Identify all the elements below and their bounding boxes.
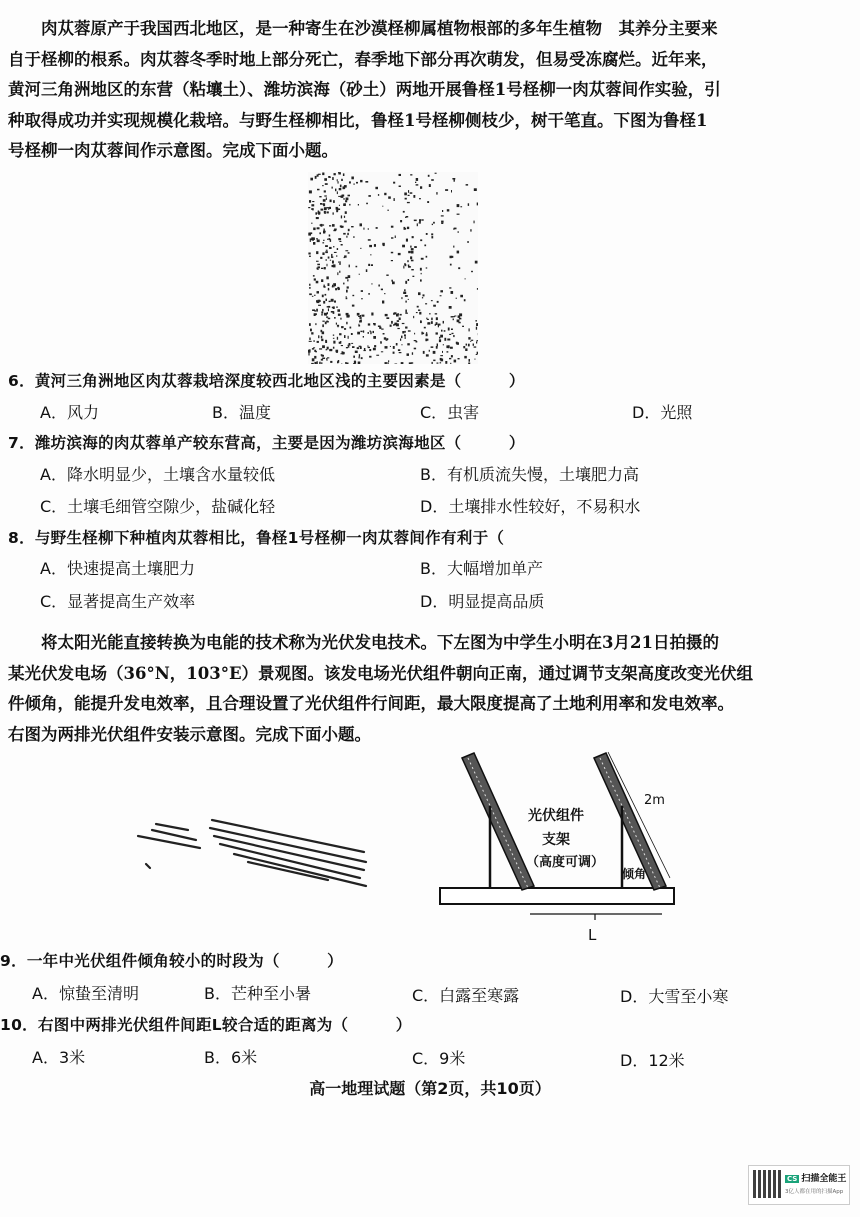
- q7-option-b[interactable]: B．有机质流失慢，土壤肥力高: [420, 465, 639, 484]
- q7-option-a[interactable]: A．降水明显少，土壤含水量较低: [40, 465, 275, 484]
- passage-line: 号柽柳一肉苁蓉间作示意图。完成下面小题。: [8, 141, 338, 161]
- q6-option-b[interactable]: B．温度: [212, 403, 271, 422]
- q10-option-d[interactable]: D．12米: [620, 1051, 685, 1070]
- q9-option-a[interactable]: A．惊蛰至清明: [32, 984, 139, 1003]
- intro-passage-1: [8, 14, 838, 167]
- passage-line: 件倾角，能提升发电效率，且合理设置了光伏组件行间距，最大限度提高了土地利用率和发电效率。: [8, 694, 734, 714]
- solar-farm-photo: [128, 808, 373, 890]
- page-footer: 高一地理试题（第2页，共10页）: [309, 1079, 551, 1098]
- passage-line: 右图为两排光伏组件安装示意图。完成下面小题。: [8, 724, 371, 744]
- scanner-watermark-badge: [748, 1165, 850, 1205]
- passage-line: 某光伏发电场（36°N，103°E）景观图。该发电场光伏组件朝向正南，通过调节支架高度改变光伏组: [8, 663, 754, 683]
- passage-line: 黄河三角洲地区的东营（粘壤土）、潍坊滨海（砂土）两地开展鲁柽1号柽柳一肉苁蓉间作实验，引: [8, 80, 721, 100]
- passage-line: 将太阳光能直接转换为电能的技术称为光伏发电技术。下左图为中学生小明在3月21日拍摄的: [8, 633, 719, 652]
- panel-label: 光伏组件: [528, 808, 584, 824]
- pv-panel-left: [462, 753, 534, 890]
- q7-option-d[interactable]: D．土壤排水性较好，不易积水: [420, 497, 641, 516]
- q10-option-a[interactable]: A．3米: [32, 1048, 86, 1067]
- q6-option-d[interactable]: D．光照: [632, 403, 693, 422]
- passage-line: 种取得成功并实现规模化栽培。与野生柽柳相比，鲁柽1号柽柳侧枝少，树干笔直。下图为鲁柽1: [8, 110, 708, 130]
- q8-option-b[interactable]: B．大幅增加单产: [420, 559, 543, 578]
- pv-installation-diagram: [430, 748, 680, 948]
- q8-option-a[interactable]: A．快速提高土壤肥力: [40, 559, 195, 578]
- q10-option-c[interactable]: C．9米: [412, 1049, 466, 1068]
- angle-label: 倾角: [622, 867, 647, 881]
- spacing-label: L: [588, 926, 597, 944]
- support-label: 支架: [542, 832, 570, 848]
- panel-length-label: 2m: [644, 793, 665, 808]
- q9-option-b[interactable]: B．芒种至小暑: [204, 984, 311, 1003]
- q6-option-c[interactable]: C．虫害: [420, 403, 480, 422]
- badge-subtitle: 3亿人都在用的扫描App: [785, 1189, 844, 1195]
- question-10-stem: 10．右图中两排光伏组件间距L较合适的距离为（ ）: [0, 1016, 412, 1034]
- question-6-stem: 6．黄河三角洲地区肉苁蓉栽培深度较西北地区浅的主要因素是（ ）: [8, 372, 525, 390]
- tamarisk-cistanche-photo: [308, 172, 478, 364]
- q9-option-c[interactable]: C．白露至寒露: [412, 986, 520, 1005]
- question-8-stem: 8．与野生柽柳下种植肉苁蓉相比，鲁柽1号柽柳一肉苁蓉间作有利于（: [8, 529, 505, 547]
- passage-line: 自于柽柳的根系。肉苁蓉冬季时地上部分死亡，春季地下部分再次萌发，但易受冻腐烂。近年来，: [8, 49, 718, 69]
- adjust-label: （高度可调）: [526, 855, 605, 870]
- cs-logo-icon: CS: [787, 1175, 798, 1183]
- q10-option-b[interactable]: B．6米: [204, 1048, 258, 1067]
- passage-line: 肉苁蓉原产于我国西北地区，是一种寄生在沙漠柽柳属植物根部的多年生植物 其养分主要来: [8, 19, 718, 38]
- q7-option-c[interactable]: C．土壤毛细管空隙少，盐碱化轻: [40, 497, 276, 516]
- question-7-stem: 7．潍坊滨海的肉苁蓉单产较东营高，主要是因为潍坊滨海地区（ ）: [8, 434, 525, 452]
- q9-option-d[interactable]: D．大雪至小寒: [620, 987, 729, 1006]
- badge-title: 扫描全能王: [801, 1174, 847, 1184]
- q8-option-c[interactable]: C．显著提高生产效率: [40, 592, 196, 611]
- q8-option-d[interactable]: D．明显提高品质: [420, 592, 545, 611]
- question-9-stem: 9．一年中光伏组件倾角较小的时段为（ ）: [0, 952, 343, 970]
- intro-passage-2: [8, 628, 838, 750]
- ground-base: [440, 888, 674, 904]
- q6-option-a[interactable]: A．风力: [40, 403, 99, 422]
- qr-code-icon: [753, 1170, 781, 1198]
